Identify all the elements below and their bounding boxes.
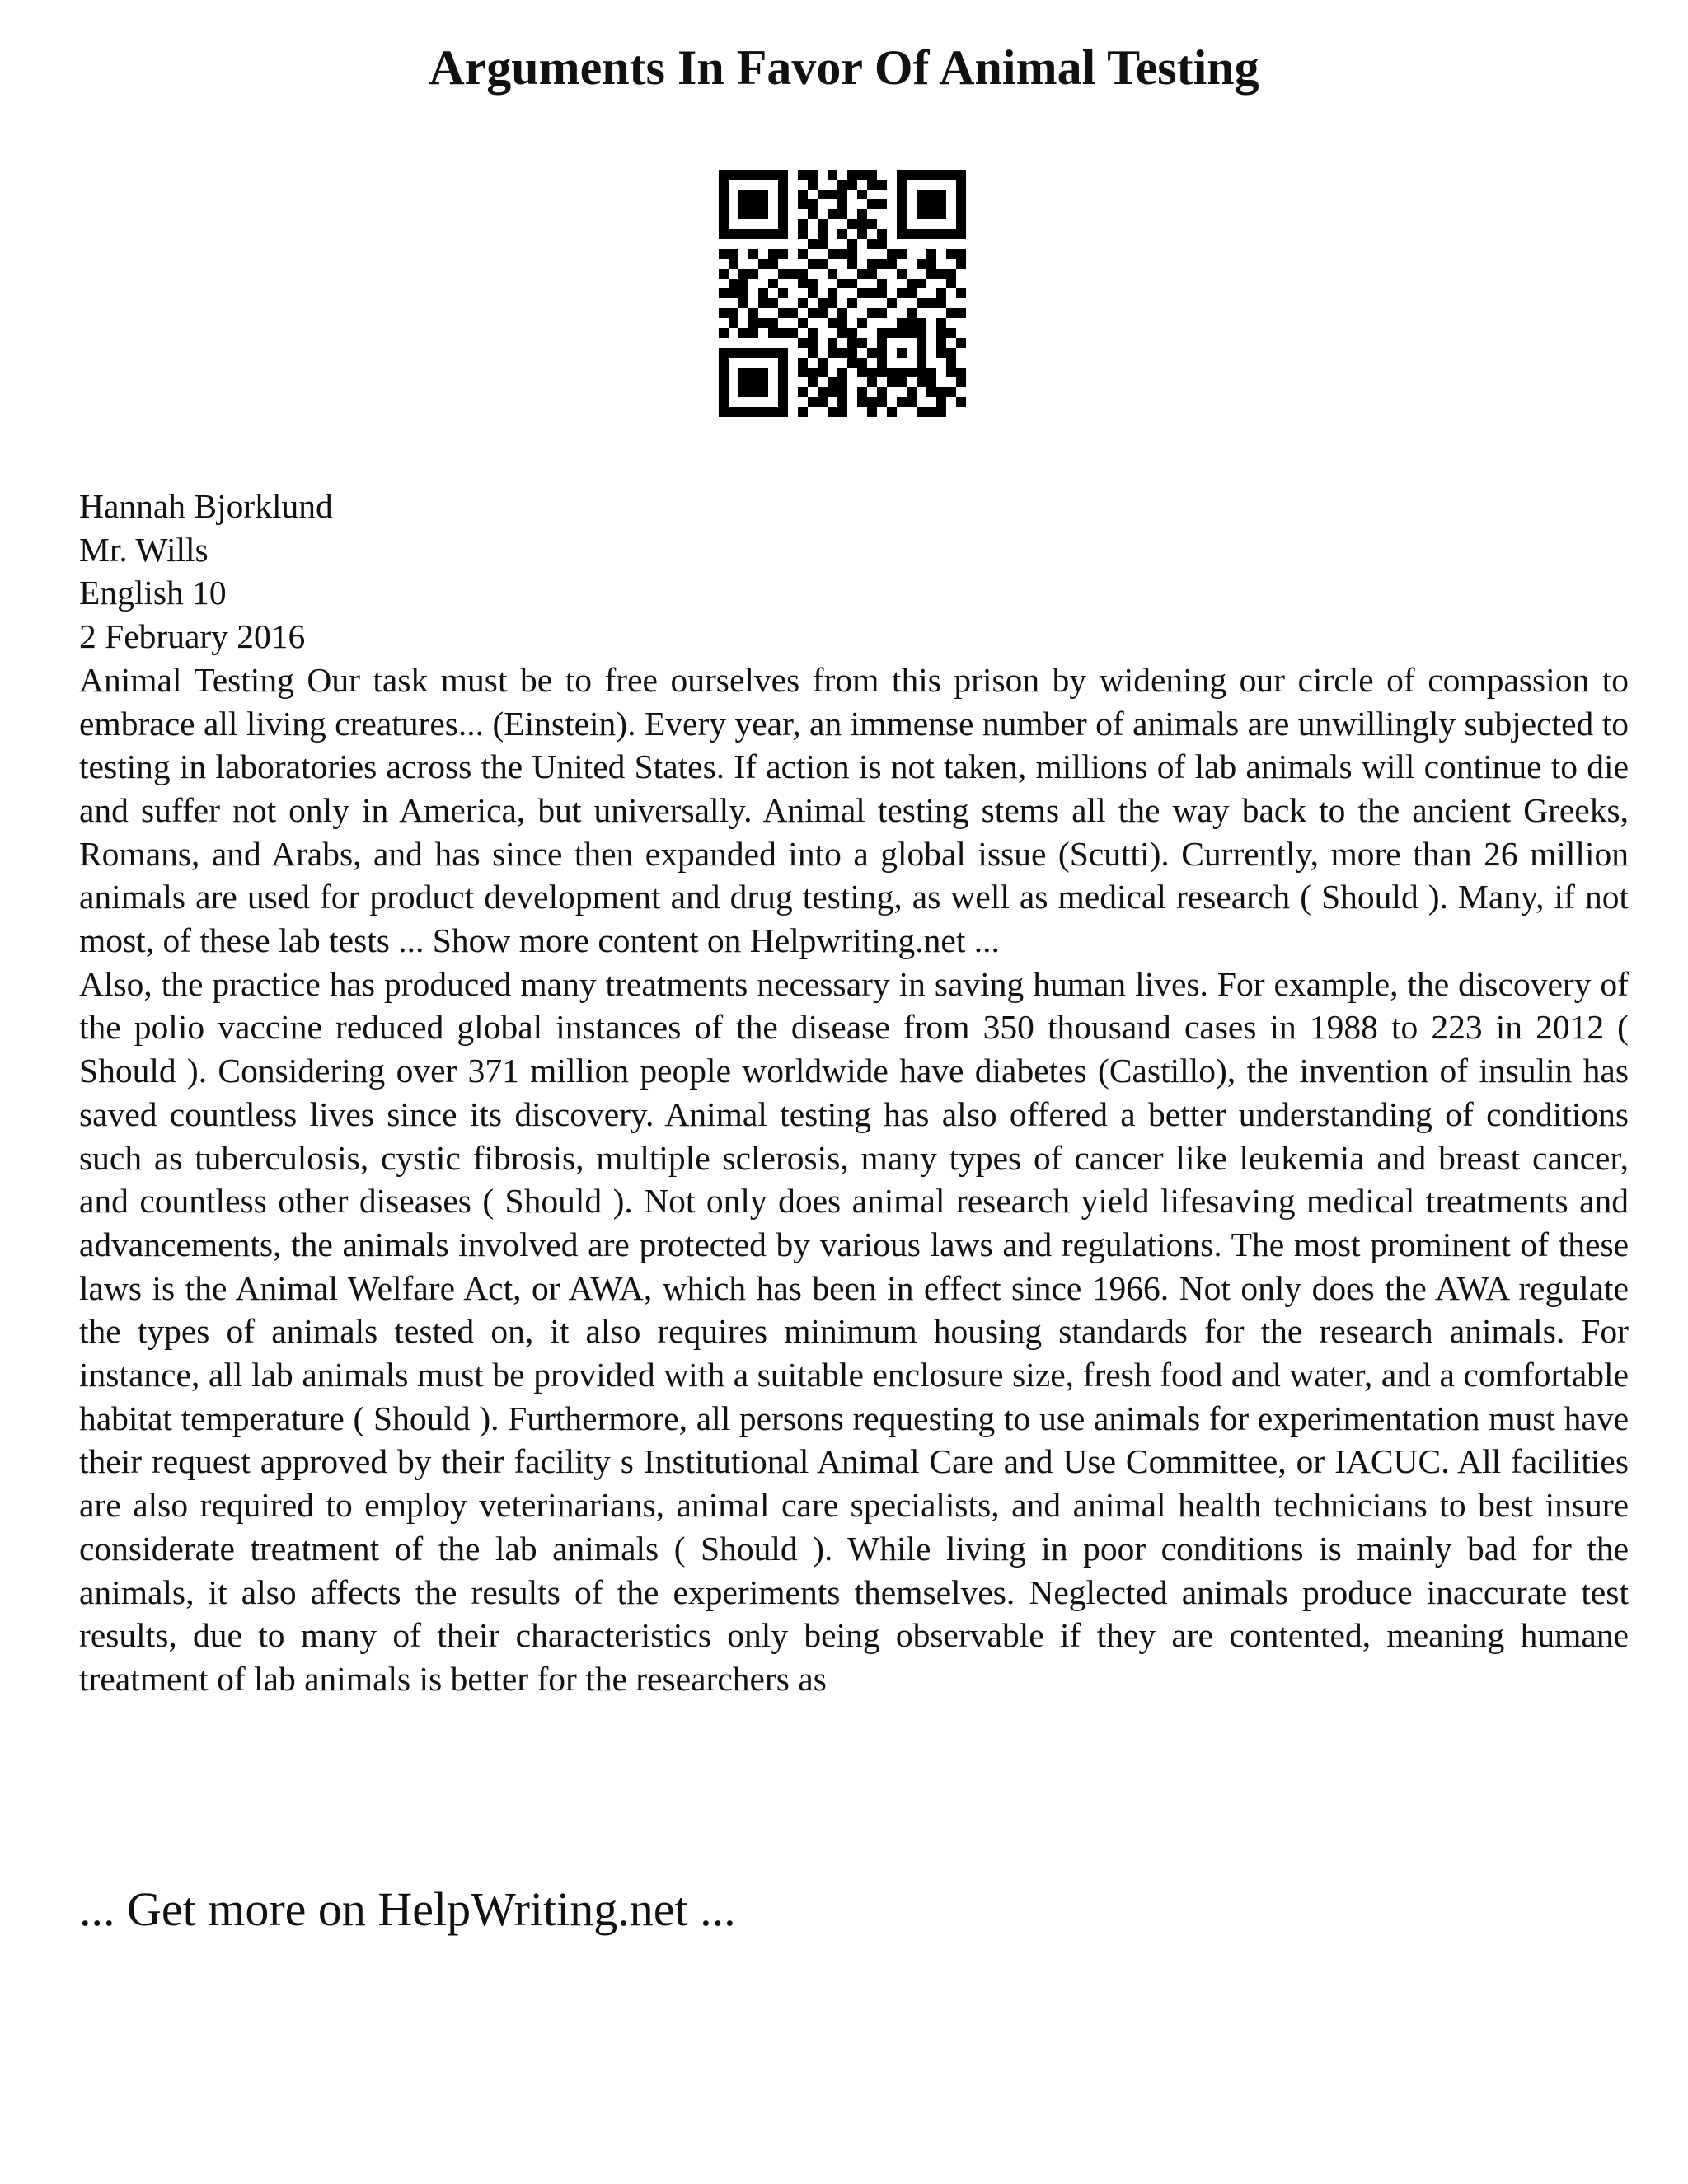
course-name: English 10 bbox=[79, 574, 227, 612]
document-title: Arguments In Favor Of Animal Testing bbox=[429, 40, 1259, 95]
document-body bbox=[79, 485, 1629, 1701]
teacher-name: Mr. Wills bbox=[79, 530, 209, 569]
author-name: Hannah Bjorklund bbox=[79, 487, 333, 525]
get-more-link[interactable]: ... Get more on HelpWriting.net ... bbox=[79, 1882, 736, 1936]
document-date: 2 February 2016 bbox=[79, 617, 306, 656]
paragraph-body: Also, the practice has produced many treatments necessary in saving human lives. For example, the discovery of the polio vaccine reduced global instances of the disease from 350 thousand cases in 1988 to 223 in 2012 ( Should ). Considering over 371 million people worldwide have diabetes (Castillo), the invention of insulin has saved countless lives since its discovery. Animal testing has also offered a better understanding of conditions such as tuberculosis, cystic fibrosis, multiple sclerosis, many types of cancer like leukemia and breast cancer, and countless other diseases ( Should ). Not only does animal research yield lifesaving medical treatments and advancements, the animals involved are protected by various laws and regulations. The most prominent of these laws is the Animal Welfare Act, or AWA, which has been in effect since 1966. Not only does the AWA regulate the types of animals tested on, it also requires minimum housing standards for the research animals. For instance, all lab animals must be provided with a suitable enclosure size, fresh food and water, and a comfortable habitat temperature ( Should ). Furthermore, all persons requesting to use animals for experimentation must have their request approved by their facility s Institutional Animal Care and Use Committee, or IACUC. All facilities are also required to employ veterinarians, animal care specialists, and animal health technicians to best insure considerate treatment of the lab animals ( Should ). While living in poor conditions is mainly bad for the animals, it also affects the results of the experiments themselves. Neglected animals produce inaccurate test results, due to many of their characteristics only being observable if they are contented, meaning humane treatment of lab animals is better for the researchers as bbox=[79, 964, 1629, 1698]
paragraph-intro: Animal Testing Our task must be to free ourselves from this prison by widening our circle of compassion to embrace all living creatures... (Einstein). Every year, an immense number of animals are unwillingly subjected to testing in laboratories across the United States. If action is not taken, millions of lab animals will continue to die and suffer not only in America, but universally. Animal testing stems all the way back to the ancient Greeks, Romans, and Arabs, and has since then expanded into a global issue (Scutti). Currently, more than 26 million animals are used for product development and drug testing, as well as medical research ( Should ). Many, if not most, of these lab tests ... Show more content on Helpwriting.net ... bbox=[79, 660, 1629, 960]
qr-code-icon bbox=[719, 170, 966, 417]
